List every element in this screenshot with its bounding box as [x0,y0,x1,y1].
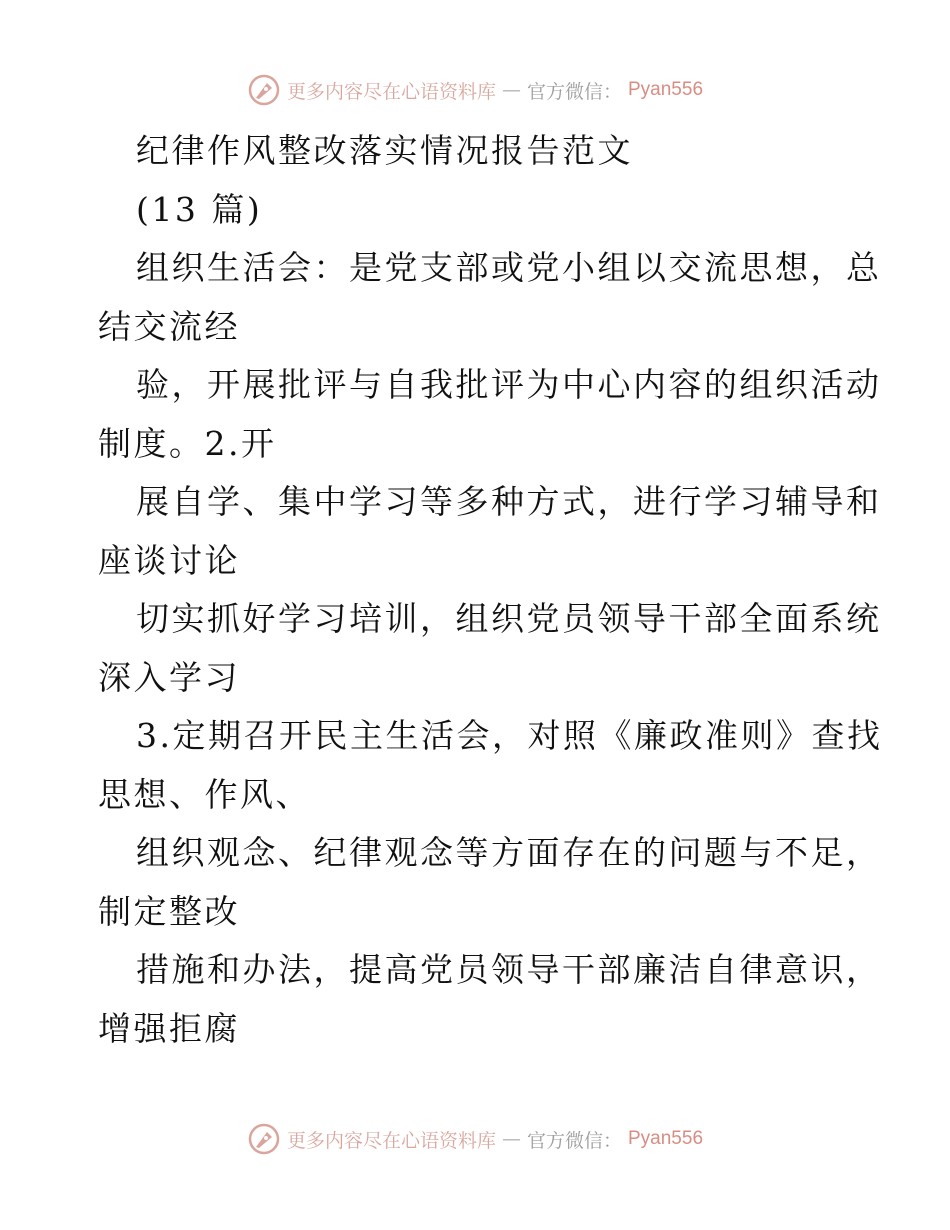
text-line: 组织生活会：是党支部或党小组以交流思想，总 [136,248,882,287]
text-line: 座谈讨论 [98,540,240,580]
text-line: 展自学、集中学习等多种方式，进行学习辅导和 [136,482,882,521]
document-body [98,122,883,1058]
header-watermark-banner [0,70,950,110]
wechat-label: 官方微信： [526,80,622,103]
text-line: 增强拒腐 [98,1008,240,1048]
footer-watermark-banner [0,1119,950,1159]
text-line: 深入学习 [98,657,240,697]
text-line: 3.定期召开民主生活会，对照《廉政准则》查找 [136,716,883,755]
pen-nib-logo-icon [247,1122,281,1156]
wechat-label: 官方微信： [526,1129,622,1152]
wechat-id: Pyan556 [628,79,704,100]
text-line: 验，开展批评与自我批评为中心内容的组织活动 [136,365,882,404]
text-line: 组织观念、纪律观念等方面存在的问题与不足， [136,833,882,872]
wechat-id: Pyan556 [628,1128,704,1149]
text-line: 切实抓好学习培训，组织党员领导干部全面系统 [136,599,882,638]
text-line: 制定整改 [98,891,240,931]
separator-dash: — [501,1128,521,1150]
text-line: 措施和办法，提高党员领导干部廉洁自律意识， [136,950,882,989]
separator-dash: — [501,79,521,101]
site-name: 更多内容尽在心语资料库 [286,80,496,103]
document-subtitle: (13 篇) [136,189,263,229]
text-line: 思想、作风、 [98,774,311,814]
document-title: 纪律作风整改落实情况报告范文 [136,131,633,170]
paragraph-lines [98,239,883,1058]
text-line: 结交流经 [98,306,240,346]
pen-nib-logo-icon [247,73,281,107]
site-name: 更多内容尽在心语资料库 [286,1129,496,1152]
text-line: 制度。2.开 [98,423,277,463]
